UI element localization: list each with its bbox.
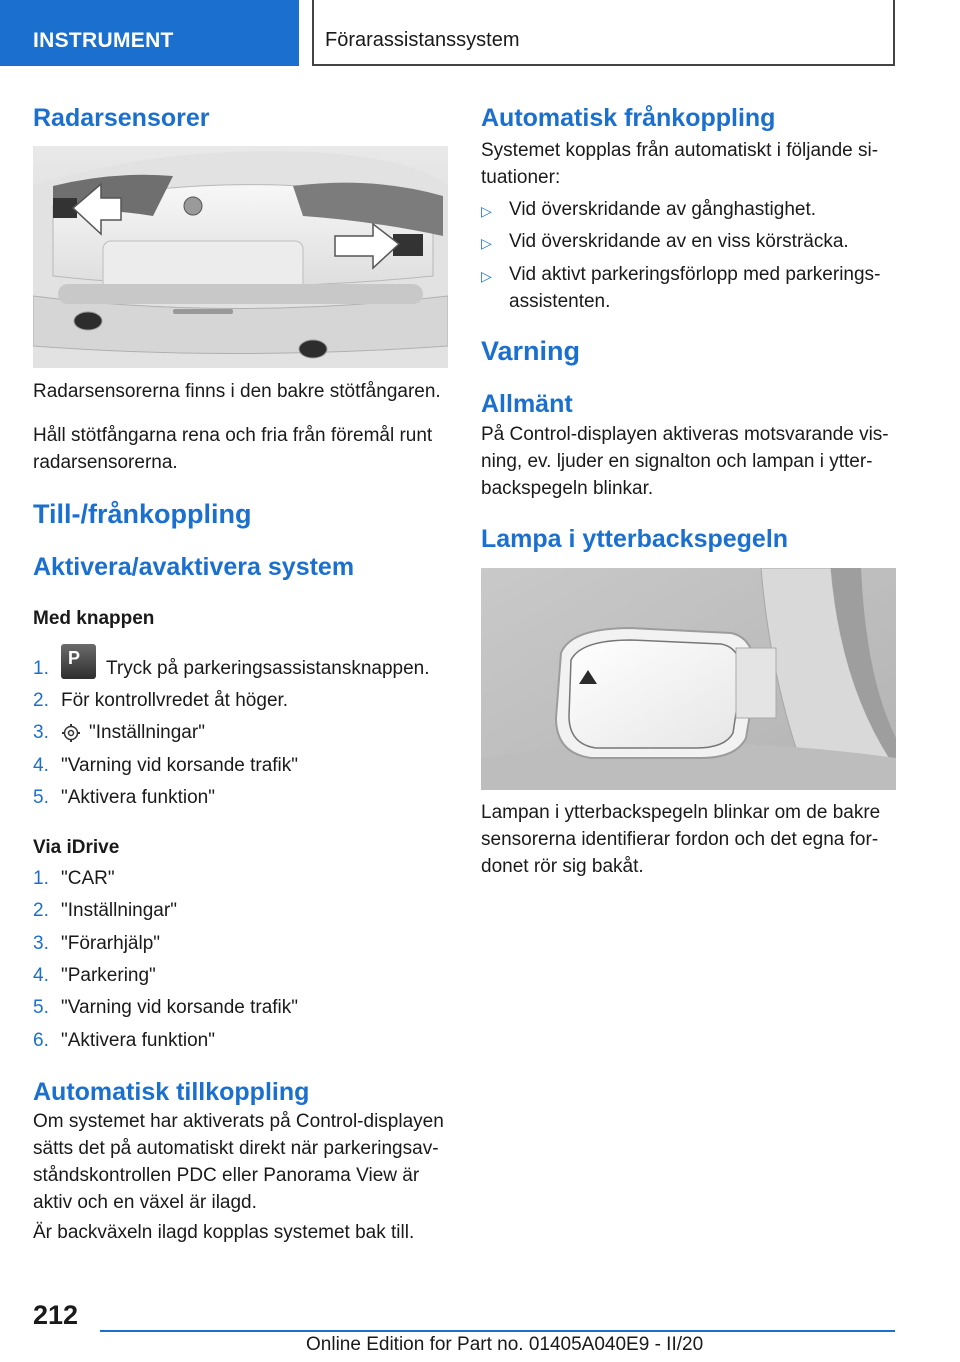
list-item: 2. För kontrollvredet åt höger.: [33, 690, 289, 711]
park-assist-button-icon: P: [61, 644, 96, 679]
auto-on-reverse-text: Är backväxeln ilagd kopplas systemet bak till.: [33, 1222, 415, 1243]
button-method-heading: Med knappen: [33, 608, 155, 629]
list-item: 4. "Parkering": [33, 965, 156, 986]
chapter-title: Förarassistanssystem: [325, 29, 520, 51]
list-item: 6. "Aktivera funktion": [33, 1030, 215, 1051]
list-item: 5. "Varning vid korsande trafik": [33, 997, 299, 1018]
triangle-bullet-icon: ▷: [481, 235, 492, 251]
list-item: 5. "Aktivera funktion": [33, 787, 215, 808]
lamp-heading: Lampa i ytterbackspegeln: [481, 525, 789, 553]
radar-heading: Radarsensorer: [33, 104, 210, 132]
list-item: 1. "CAR": [33, 868, 115, 889]
triangle-bullet-icon: ▷: [481, 268, 492, 284]
section-label: INSTRUMENT: [33, 29, 174, 52]
gear-icon: [61, 723, 81, 743]
list-item: ▷ Vid överskridande av gånghastighet.: [481, 196, 891, 223]
general-text: På Control-displayen aktiveras motsvarande visning, ev. ljuder en signalton och lampan i ytterbackspegeln blinkar.: [481, 424, 889, 499]
header-divider: [893, 0, 895, 66]
section-tab: [0, 0, 299, 66]
idrive-method-heading: Via iDrive: [33, 837, 120, 858]
auto-on-heading: Automatisk tillkoppling: [33, 1078, 310, 1106]
list-item: 4. "Varning vid korsande trafik": [33, 755, 299, 776]
mirror-illustration: [481, 568, 896, 790]
onoff-heading: Till-/frånkoppling: [33, 499, 252, 529]
list-item: 1. P Tryck på parkeringsassistansknappen.: [33, 658, 430, 680]
lamp-text: Lampan i ytterbackspegeln blinkar om de bakre sensorerna identifierar fordon och det egna fordonet rör sig bakåt.: [481, 802, 881, 877]
activate-heading: Aktivera/avaktivera system: [33, 553, 355, 581]
list-item: ▷ Vid överskridande av en viss körsträcka.: [481, 228, 891, 255]
auto-off-text: Systemet kopplas från automatiskt i följande situationer:: [481, 140, 879, 188]
list-item: 3. "Inställningar": [33, 722, 205, 743]
header-divider: [312, 0, 314, 66]
general-heading: Allmänt: [481, 390, 573, 418]
edition-note: Online Edition for Part no. 01405A040E9 - II/20: [306, 1334, 704, 1355]
footer-rule: [100, 1330, 895, 1332]
auto-on-text: Om systemet har aktiverats på Control-displayen sätts det på automatiskt direkt när parkeringsavståndskontrollen PDC eller Panorama View är aktiv och en växel är ilagd.: [33, 1111, 444, 1213]
radar-location-text: Radarsensorerna finns i den bakre stötfångaren.: [33, 381, 441, 402]
triangle-bullet-icon: ▷: [481, 203, 492, 219]
warning-heading: Varning: [481, 336, 581, 366]
header-underline: [312, 64, 895, 66]
list-item: ▷ Vid aktivt parkeringsförlopp med parkeringsassistenten.: [481, 264, 881, 312]
page-number: 212: [33, 1300, 79, 1330]
rear-bumper-illustration: [33, 146, 448, 368]
list-item: 2. "Inställningar": [33, 900, 177, 921]
list-item: 3. "Förarhjälp": [33, 933, 161, 954]
auto-off-heading: Automatisk frånkoppling: [481, 104, 776, 132]
radar-care-text: Håll stötfångarna rena och fria från föremål runt radarsensorerna.: [33, 425, 433, 473]
